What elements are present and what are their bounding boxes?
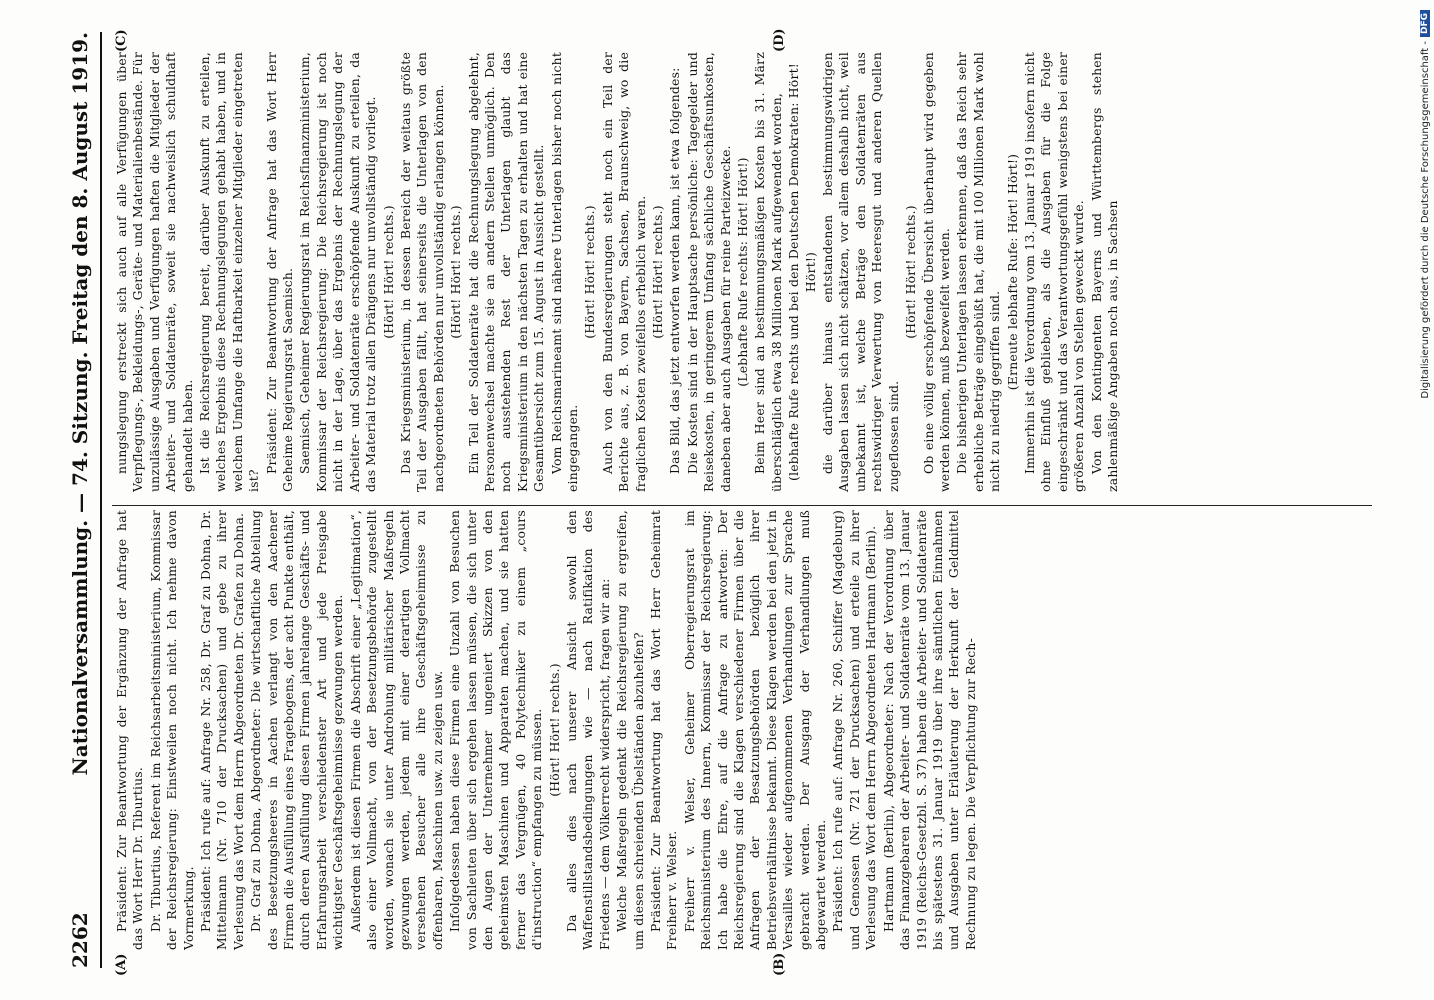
margin-mark-a: (A) (114, 953, 129, 976)
right-column-paragraph: (Hört! Hört! rechts.) (380, 205, 396, 339)
left-column-paragraph: Freiherr v. Welser, Geheimer Oberregierungsrat im Reichsministerium des Innern, Kommissar der Reichsregierung: Ich habe die Ehre, auf die Anfrage zu antworten: Der Reichsregierung sind die Klagen verschiedener Firmen über die Anfragen der Besatzungsbehörden bezüglich ihrer Betriebsverhältnisse bekannt. Diese Klagen werden bei den jetzt in Versailles wieder aufgenommenen Verhandlungen zur Sprache gebracht werden. Der Ausgang der Verhandlungen muß abgewartet werden. (681, 510, 829, 950)
right-column-paragraph: Beim Heer sind an bestimmungsmäßigen Kosten bis 31. März überschläglich etwa 38 Millionen Mark aufgewendet worden, (752, 52, 784, 492)
page-header (60, 32, 102, 968)
right-column-paragraph: die darüber hinaus entstandenen bestimmungswidrigen Ausgaben lassen sich nicht schätzen, vor allem deshalb nicht, weil unbekannt ist, welche Beträge den Soldatenräten aus rechtswidriger Verwertung von Heeresgut und anderen Quellen zugeflossen sind. (820, 52, 901, 492)
right-column-paragraph: Auch von den Bundesregierungen steht noch ein Teil der Berichte aus, z. B. von Bayern, Sachsen, Braunschweig, wo die fraglichen Kosten zweifellos erheblich waren. (599, 52, 648, 492)
left-column-paragraph: Welche Maßregeln gedenkt die Reichsregierung zu ergreifen, um diesen schreienden Übelständen abzuhelfen? (614, 510, 646, 950)
page-title: Nationalversammlung. — 74. Sitzung. Freitag den 8. August 1919. (68, 32, 92, 776)
right-column-paragraph: Ein Teil der Soldatenräte hat die Rechnungslegung abgelehnt, Personenwechsel machte sie an andern Stellen unmöglich. Den noch ausstehenden Rest der Unterlagen glaubt das Kriegsministerium in den nächsten Tagen zu erhalten und hat eine Gesamtübersicht zum 15. August in Aussicht gestellt. (465, 52, 547, 492)
right-column-paragraph: Das Kriegsministerium, in dessen Bereich der weitaus größte Teil der Ausgaben fällt, hat seinerseits die Unterlagen von den nachgeordneten Behörden nur unvollständig erlangen können. (397, 52, 446, 492)
left-column-paragraph: Außerdem ist diesen Firmen die Abschrift einer „Legitimation“, also einer Vollmacht, von der Besetzungsbehörde zugestellt worden, wonach sie unter Androhung militärischer Maßregeln gezwungen werden, jedem mit einer derartigen Vollmacht versehenen Besucher alle ihre Geschäftsgeheimnisse zu offenbaren, Maschinen usw. zu zeigen usw. (347, 510, 445, 950)
rotated-page (52, 20, 1382, 980)
dfg-logo: DFG (1420, 10, 1430, 37)
right-column-paragraph: Präsident: Zur Beantwortung der Anfrage hat das Wort Herr Geheime Regierungsrat Saemisch. (263, 52, 296, 492)
right-column-paragraph: Vom Reichsmarineamt sind nähere Unterlagen bisher noch nicht eingegangen. (548, 52, 580, 492)
right-column-paragraph: Von den Kontingenten Bayerns und Württembergs stehen zahlenmäßige Angaben noch aus, in Sachsen (1088, 52, 1120, 492)
left-column-paragraph: Infolgedessen haben diese Firmen eine Unzahl von Besuchen von Sachleuten über sich ergehen lassen müssen, die sich unter den Augen der Unternehmer ungeniert Skizzen von den geheimsten Maschinen und Apparaten machen, und sie hatten ferner das Vergnügen, 40 Polytechniker zu einem „cours d'instruction“ empfangen zu müssen. (447, 510, 545, 950)
left-column (114, 510, 980, 950)
left-column-paragraph: Präsident: Zur Beantwortung hat das Wort Herr Geheimrat Freiherr v. Welser. (648, 510, 680, 950)
right-column-paragraph: Die bisherigen Unterlagen lassen erkennen, daß das Reich sehr erhebliche Beträge eingebüßt hat, die mit 100 Millionen Mark wohl nicht zu niedrig gegriffen sind. (954, 52, 1003, 492)
right-column-paragraph: (Hört! Hört! rechts.) (448, 205, 464, 339)
right-column-paragraph: (Hört! Hört! rechts.) (650, 205, 665, 339)
right-column-paragraph: (Lebhafte Rufe rechts: Hört! Hört!) (735, 157, 751, 387)
right-column-paragraph: Die Kosten sind in der Hauptsache persönliche: Tagegelder und Reisekosten, in geringerem Umfang sächliche Geschäftsunkosten, daneben aber auch Ausgaben für reine Parteizwecke. (684, 52, 733, 492)
right-column-paragraph: Ist die Reichsregierung bereit, darüber Auskunft zu erteilen, welches Ergebnis diese Rechnungslegungen gehabt haben, und in welchem Umfange die Haftbarkeit einzelner Mitglieder eingetreten ist? (197, 52, 262, 492)
right-column-paragraph: Saemisch, Geheimer Regierungsrat im Reichsfinanzministerium, Kommissar der Reichsregierung: Die Reichsregierung ist noch nicht in der Lage, über das Ergebnis der Rechnungslegung der Arbeiter- und Soldatenräte erschöpfende Auskunft zu erteilen, da das Material trotz allen Drängens nur unvollständig vorliegt. (297, 52, 379, 492)
right-column (114, 52, 1122, 492)
right-column-paragraph: (Hört! Hört! rechts.) (582, 205, 598, 339)
left-column-paragraph: Da alles dies nach unserer Ansicht sowohl den Waffenstillstandsbedingungen wie — nach Ratifikation des Friedens — dem Völkerrecht widerspricht, fragen wir an: (563, 510, 612, 950)
right-column-paragraph: nungslegung erstreckt sich auch auf alle Verfügungen über Verpflegungs-, Bekleidungs-, Geräte- und Materialienbestände. Für unzulässige Ausgaben und Verfügungen haften die Mitglieder der Arbeiter- und Soldatenräte, soweit sie nachweislich schuldhaft gehandelt haben. (114, 52, 195, 492)
margin-mark-b: (B) (772, 952, 787, 976)
margin-mark-d: (D) (772, 28, 787, 52)
right-column-paragraph: (Erneute lebhafte Rufe: Hört! Hört!) (1004, 153, 1020, 391)
page-number: 2262 (68, 912, 92, 968)
right-column-paragraph: (lebhafte Rufe rechts und bei den Deutschen Demokraten: Hört! Hört!) (786, 63, 818, 481)
right-column-paragraph: Ob eine völlig erschöpfende Übersicht überhaupt wird gegeben werden können, muß bezweifelt werden. (920, 52, 952, 492)
right-column-paragraph: Das Bild, das jetzt entworfen werden kann, ist etwa folgendes: (667, 67, 683, 474)
credit-text: Digitalisierung gefördert durch die Deutsche Forschungsgemeinschaft - (1419, 41, 1431, 399)
left-column-paragraph: Dr. Graf zu Dohna, Abgeordneter: Die wirtschaftliche Abteilung des Besetzungsheeres in Aachen verlangt von den Aachener Firmen die Ausfüllung eines Fragebogens, der acht Punkte enthält, durch deren Ausfüllung diesen Firmen jahrelange Geschäfts- und Erfahrungsarbeit verschiedenster Art und jede Preisgabe wichtigster Geschäftsgeheimnisse gezwungen werden. (248, 510, 346, 950)
left-column-paragraph: Präsident: Ich rufe auf: Anfrage Nr. 258, Dr. Graf zu Dohna, Dr. Mittelmann (Nr. 710 der Drucksachen) und gebe zu ihrer Verlesung das Wort dem Herrn Abgeordneten Dr. Grafen zu Dohna. (198, 510, 246, 950)
right-column-paragraph: Immerhin ist die Verordnung vom 13. Januar 1919 insofern nicht ohne Einfluß geblieben, als die Ausgaben für die Folge eingeschränkt und das Verantwortungsgefühl wenigstens bei einer größeren Anzahl von Stellen geweckt wurde. (1021, 52, 1087, 492)
left-column-paragraph: Hartmann (Berlin), Abgeordneter: Nach der Verordnung über das Finanzgebaren der Arbeiter- und Soldatenräte vom 13. Januar 1919 (Reichs-Gesetzbl. S. 37) haben die Arbeiter- und Soldatenräte bis spätestens 31. Januar 1919 über ihre sämtlichen Einnahmen und Ausgaben unter Erläuterung der Herkunft der Geldmittel Rechnung zu legen. Die Verpflichtung zur Rech- (880, 510, 978, 950)
column-divider (112, 505, 1372, 506)
left-column-paragraph: Präsident: Zur Beantwortung der Ergänzung der Anfrage hat das Wort Herr Dr. Tiburtius. (114, 510, 146, 950)
left-column-paragraph: Präsident: Ich rufe auf: Anfrage Nr. 260, Schiffer (Magdeburg) und Genossen (Nr. 721 der Drucksachen) und erteile zu ihrer Verlesung das Wort dem Herrn Abgeordneten Hartmann (Berlin). (830, 510, 879, 950)
left-column-paragraph: Dr. Tiburtius, Referent im Reichsarbeitsministerium, Kommissar der Reichsregierung: Einstweilen noch nicht. Ich nehme davon Vormerkung. (147, 510, 196, 950)
right-column-paragraph: (Hört! Hört! rechts.) (903, 205, 919, 339)
digitization-credit (1418, 10, 1432, 1000)
margin-mark-c: (C) (114, 29, 129, 52)
left-column-paragraph: (Hört! Hört! rechts.) (546, 663, 562, 797)
